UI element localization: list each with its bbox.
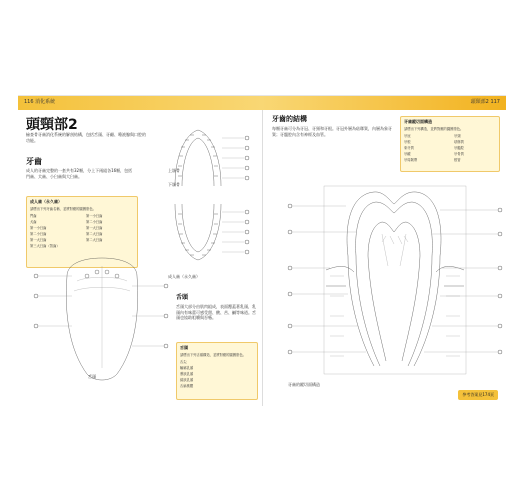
- tongue-box-desc: 請標出下列舌頭構造，並將對應的圓圈塗色。: [180, 353, 246, 357]
- teeth-text: 成人的牙齒完整的一套共有32顆，分上下兩組各16顆，包括門齒、犬齒、小臼齒與大臼齒。: [26, 168, 133, 179]
- tooth-box-desc: 請標出下列構造，並將對應的圓圈塗色。: [404, 127, 464, 131]
- tooth-item: 牙周韌帶: [404, 158, 418, 162]
- tooth-item: 牙齦: [404, 152, 411, 156]
- tongue-heading: 舌頭: [176, 294, 189, 301]
- tooth-item: 牙髓腔: [454, 146, 464, 150]
- tongue-item: 蕈狀乳頭: [180, 372, 194, 376]
- teeth-item: 第一小臼齒: [86, 214, 103, 218]
- answer-reference: 參考答案見174頁: [458, 390, 498, 400]
- tongue-illustration: [32, 256, 172, 388]
- lower-jaw-label: 下頜骨: [168, 182, 180, 187]
- teeth-item: 第二大臼齒: [86, 232, 103, 236]
- tooth-item: 牙骨質: [454, 152, 464, 156]
- teeth-diagram-caption: 成人齒（永久齒）: [168, 274, 200, 279]
- tongue-caption: 舌頭: [88, 374, 96, 379]
- tooth-item: 牙頸: [454, 134, 461, 138]
- tooth-cross-section: [286, 176, 504, 384]
- teeth-item: 犬齒: [30, 220, 37, 224]
- teeth-box-items: [27, 211, 137, 250]
- left-header: 116 消化系統: [24, 99, 56, 105]
- tooth-item: 琺瑯質: [454, 140, 464, 144]
- teeth-item: 門齒: [30, 214, 37, 218]
- tongue-item: 絲狀乳頭: [180, 378, 194, 382]
- tooth-structure-heading: 牙齒的結構: [272, 115, 307, 123]
- tooth-item: 根管: [454, 158, 461, 162]
- tongue-box-title: 舌頭: [180, 345, 188, 350]
- teeth-item: 第二小臼齒: [86, 220, 103, 224]
- teeth-box-title: 成人齒（永久齒）: [30, 199, 62, 204]
- teeth-item: 第一大臼齒: [30, 238, 47, 242]
- tooth-item: 牙冠: [404, 134, 411, 138]
- tongue-item: 舌尖: [180, 360, 187, 364]
- teeth-item: 第一小臼齒: [30, 226, 47, 230]
- teeth-item: 第二大臼齒: [86, 238, 103, 242]
- tongue-item: 舌扁桃體: [180, 384, 194, 388]
- teeth-diagram: [140, 116, 258, 276]
- page-title: 頭頸部2: [26, 117, 78, 133]
- tooth-structure-text: 每顆牙齒可分為牙冠、牙頸和牙根。牙冠外層為琺瑯質，內層為象牙質；牙髓腔內含有神經及血管。: [272, 126, 392, 137]
- tooth-box-title: 牙齒縱切面構造: [404, 119, 432, 124]
- tongue-exercise-box: [176, 342, 258, 400]
- lead-paragraph: 檢查骨牙齒消化系統的解剖結構，包括舌頭、牙齦、唾液腺與口腔的功能。: [26, 132, 146, 143]
- teeth-box-desc: 請標出下列牙齒名稱，並將對應的圓圈塗色。: [30, 207, 96, 211]
- header-band: [18, 96, 506, 110]
- tooth-section-caption: 牙齒的縱切面構造: [288, 382, 320, 387]
- teeth-item: 第二小臼齒: [30, 232, 47, 236]
- right-header: 頭頸部2 117: [470, 99, 500, 105]
- tongue-text: 舌頭大部分由肌肉組成，表面覆蓋著乳頭，乳頭內有味蕾可感受甜、酸、苦、鹹等味道。舌頭也協助咀嚼與吞嚥。: [176, 304, 256, 320]
- tooth-item: 牙根: [404, 140, 411, 144]
- page-divider: [262, 110, 263, 406]
- tooth-item: 象牙質: [404, 146, 414, 150]
- tooth-exercise-box: [400, 116, 500, 172]
- teeth-item: 第一大臼齒: [86, 226, 103, 230]
- upper-jaw-label: 上頜骨: [168, 168, 180, 173]
- teeth-item: 第三大臼齒（智齒）: [30, 244, 60, 248]
- tongue-box-items: [177, 357, 257, 390]
- tongue-item: 輪廓乳頭: [180, 366, 194, 370]
- book-spread: [18, 95, 506, 406]
- tooth-box-items: [401, 131, 499, 164]
- teeth-heading: 牙齒: [26, 157, 42, 166]
